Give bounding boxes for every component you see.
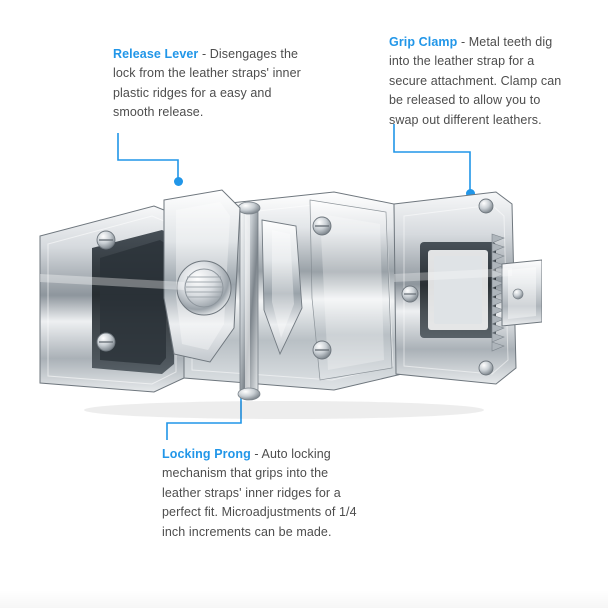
callout-locking-prong-body: - Auto locking mechanism that grips into the leather straps' inner ridges for a perfect fit. Microadjustments of 1/4 inch increments can be made. (162, 447, 357, 539)
callout-release-lever-title: Release Lever (113, 47, 199, 61)
callout-locking-prong (162, 445, 367, 542)
page-bottom-shadow (0, 590, 608, 608)
callout-release-lever-body: - Disengages the lock from the leather straps' inner plastic ridges for a easy and smooth release. (113, 47, 301, 120)
callout-grip-clamp-body: - Metal teeth dig into the leather strap for a secure attachment. Clamp can be released to allow you to swap out different leathers. (389, 35, 562, 127)
buckle-illustration (34, 178, 542, 423)
callout-locking-prong-title: Locking Prong (162, 447, 251, 461)
callout-release-lever (113, 45, 313, 123)
callout-grip-clamp (389, 33, 569, 130)
callout-grip-clamp-title: Grip Clamp (389, 35, 458, 49)
